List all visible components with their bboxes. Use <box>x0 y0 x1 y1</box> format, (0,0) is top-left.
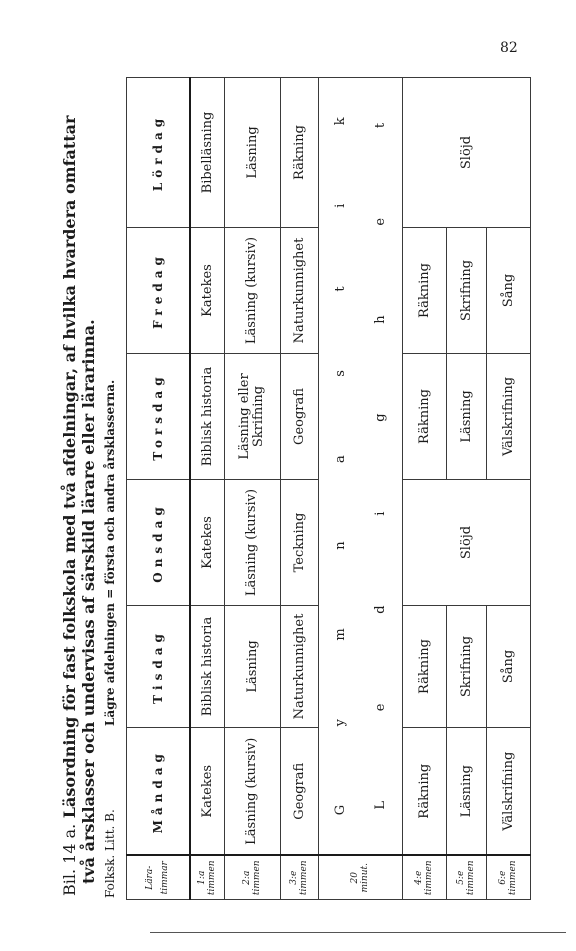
cell-monday: Läsning (kursiv) <box>224 728 280 856</box>
recess-letter: y <box>332 719 348 727</box>
recess-letter: g <box>372 413 388 422</box>
cell-saturday: Slöjd <box>402 78 530 228</box>
table-row <box>224 78 280 900</box>
cell-tuesday: Sång <box>486 606 530 728</box>
cell-monday: Katekes <box>190 728 224 856</box>
recess-letter: m <box>332 628 348 641</box>
table-row <box>402 78 446 900</box>
recess-letter: a <box>332 455 348 463</box>
cell-wednesday: Läsning (kursiv) <box>224 480 280 606</box>
cell-tuesday: Skrifning <box>446 606 486 728</box>
cell-tuesday: Naturkunnighet <box>280 606 318 728</box>
recess-letter: k <box>332 117 348 126</box>
cell-wednesday: Katekes <box>190 480 224 606</box>
recess-letter: h <box>372 315 388 324</box>
header-day: Fredag <box>127 228 191 354</box>
hour-label: 2:a timmen <box>224 856 280 900</box>
cell-tuesday: Läsning <box>224 606 280 728</box>
header-day: Onsdag <box>127 480 191 606</box>
recess-cell <box>318 78 402 856</box>
recess-row <box>318 78 402 900</box>
page-bottom-rule <box>150 932 566 933</box>
cell-tuesday: Biblisk historia <box>190 606 224 728</box>
header-day: Lördag <box>127 78 191 228</box>
recess-letter: t <box>332 286 348 292</box>
caption-line-2: två årsklasser och undervisas af särskild lärare eller lärarinna. <box>79 319 98 884</box>
cell-tuesday: Räkning <box>402 606 446 728</box>
rotated-page-content <box>2 78 542 904</box>
recess-letter: d <box>372 605 388 614</box>
cell-friday: Skrifning <box>446 228 486 354</box>
recess-word-ledighet <box>360 78 400 855</box>
cell-thursday: Räkning <box>402 354 446 480</box>
cell-friday: Räkning <box>402 228 446 354</box>
cell-monday: Geografi <box>280 728 318 856</box>
cell-saturday: Räkning <box>280 78 318 228</box>
recess-letter: n <box>332 541 348 550</box>
header-hours: Lära-timmar <box>127 856 191 900</box>
caption-line-1: Läsordning för fast folkskola med två afdelningar, af hvilka hvardera omfattar <box>60 115 79 819</box>
header-day: Torsdag <box>127 354 191 480</box>
recess-letter: i <box>372 511 388 516</box>
recess-letter: e <box>372 703 388 712</box>
header-day: Måndag <box>127 728 191 856</box>
cell-thursday: Välskrifning <box>486 354 530 480</box>
hour-label: 1:a timmen <box>190 856 224 900</box>
hour-label: 6:e timmen <box>486 856 530 900</box>
cell-saturday: Läsning <box>224 78 280 228</box>
cell-saturday: Bibelläsning <box>190 78 224 228</box>
caption <box>60 96 98 896</box>
recess-letter: G <box>332 804 348 816</box>
cell-thursday: Läsning eller Skrifning <box>224 354 280 480</box>
page-number: 82 <box>500 40 518 56</box>
cell-monday: Läsning <box>446 728 486 856</box>
recess-letter: s <box>332 370 348 377</box>
cell-friday: Katekes <box>190 228 224 354</box>
cell-thursday: Geografi <box>280 354 318 480</box>
recess-letter: L <box>372 800 388 810</box>
cell-friday: Sång <box>486 228 530 354</box>
header-row <box>127 78 191 900</box>
table-row <box>190 78 224 900</box>
source-reference: Folksk. Litt. B. <box>103 809 117 898</box>
table-row <box>280 78 318 900</box>
schedule-table <box>126 77 531 900</box>
cell-friday: Läsning (kursiv) <box>224 228 280 354</box>
cell-thursday: Läsning <box>446 354 486 480</box>
cell-monday: Räkning <box>402 728 446 856</box>
recess-letter: e <box>372 217 388 226</box>
caption-number: Bil. 14 a. <box>60 823 79 896</box>
cell-monday: Välskrifning <box>486 728 530 856</box>
hour-label: 20 minut. <box>318 856 402 900</box>
header-day: Tisdag <box>127 606 191 728</box>
cell-friday: Naturkunnighet <box>280 228 318 354</box>
hour-label: 5:e timmen <box>446 856 486 900</box>
recess-letter: t <box>372 122 388 129</box>
recess-letter: i <box>332 203 348 208</box>
hour-label: 4:e timmen <box>402 856 446 900</box>
cell-wednesday: Teckning <box>280 480 318 606</box>
recess-word-gymnastik <box>320 78 360 855</box>
cell-wednesday: Slöjd <box>402 480 530 606</box>
hour-label: 3:e timmen <box>280 856 318 900</box>
cell-thursday: Biblisk historia <box>190 354 224 480</box>
table-subtitle: Lägre afdelningen = första och andra årsklasserna. <box>103 379 117 726</box>
